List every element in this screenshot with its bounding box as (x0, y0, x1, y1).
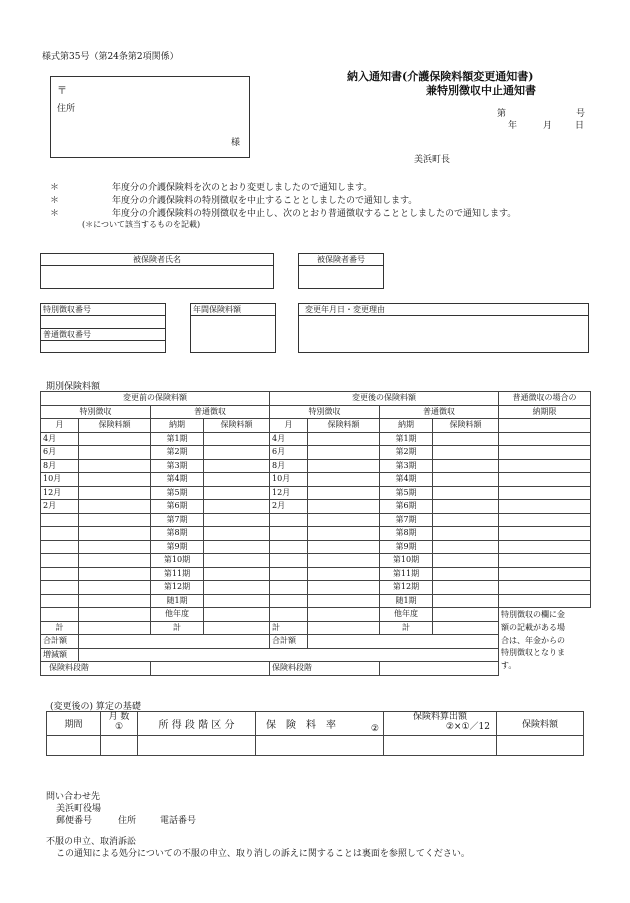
special-header: 特別徴収 (270, 405, 380, 419)
period-row (41, 540, 591, 554)
insured-name-field (40, 253, 274, 289)
premium-cell (204, 446, 270, 460)
premium-stage-label: 保険料段階 (41, 662, 151, 676)
premium-cell (204, 567, 270, 581)
deadline-header: 納期限 (499, 405, 591, 419)
premium-cell (433, 540, 499, 554)
premium-cell (204, 473, 270, 487)
month-cell (41, 513, 79, 527)
premium-cell (308, 554, 380, 568)
deadline-cell (499, 459, 591, 473)
month-cell (41, 554, 79, 568)
period-row (41, 567, 591, 581)
period-row (41, 608, 591, 622)
month-cell: 2月 (41, 500, 79, 514)
contact-address: 住所 (118, 816, 137, 826)
change-reason-label: 変更年月日・変更理由 (299, 304, 588, 316)
grand-total-label: 合計額 (41, 635, 79, 649)
premium-cell (308, 432, 380, 446)
deadline-cell (499, 473, 591, 487)
month-cell: 8月 (41, 459, 79, 473)
date-month: 月 (543, 121, 553, 131)
period-row (41, 513, 591, 527)
notice-mark: ＊ (50, 196, 60, 206)
term-cell: 第12期 (380, 581, 433, 595)
premium-header: 保険料額 (308, 419, 380, 433)
postal-mark: 〒 (57, 86, 67, 97)
deadline-cell (499, 554, 591, 568)
premium-cell (204, 594, 270, 608)
premium-header: 保険料額 (204, 419, 270, 433)
insured-number-label: 被保険者番号 (299, 254, 383, 266)
term-cell: 第6期 (151, 500, 204, 514)
premium-cell (433, 446, 499, 460)
premium-cell (433, 486, 499, 500)
deadline-header: 普通徴収の場合の (499, 392, 591, 406)
month-cell: 8月 (270, 459, 308, 473)
term-cell: 第9期 (380, 540, 433, 554)
deadline-cell (499, 540, 591, 554)
address-label: 住所 (57, 104, 76, 114)
month-cell (270, 513, 308, 527)
month-header: 月 (41, 419, 79, 433)
grand-total-label: 合計額 (270, 635, 308, 649)
notice-text: 年度分の介護保険料の特別徴収を中止することとしましたので通知します。 (112, 196, 418, 206)
month-cell (270, 608, 308, 622)
month-cell (41, 540, 79, 554)
basis-premium-header: 保険料額 (497, 712, 584, 736)
deadline-cell (499, 594, 591, 608)
month-cell (41, 608, 79, 622)
premium-cell (79, 432, 151, 446)
notice-mark: ＊ (50, 209, 60, 219)
period-row (41, 459, 591, 473)
premium-cell (204, 581, 270, 595)
notice-note: (＊について該当するものを記載) (82, 220, 201, 229)
premium-cell (79, 459, 151, 473)
term-cell: 第7期 (380, 513, 433, 527)
basis-title: (変更後の) 算定の基礎 (50, 702, 141, 712)
total-label: 計 (41, 621, 79, 635)
term-cell: 第12期 (151, 581, 204, 595)
premium-cell (79, 486, 151, 500)
premium-cell (204, 500, 270, 514)
premium-cell (204, 540, 270, 554)
total-label: 計 (151, 621, 204, 635)
insured-name-label: 被保険者氏名 (41, 254, 273, 266)
month-cell (270, 527, 308, 541)
date-year: 年 (508, 121, 518, 131)
term-cell: 随1期 (380, 594, 433, 608)
normal-header: 普通徴収 (380, 405, 499, 419)
side-note: 額の記載がある場 合は、年金からの 特別徴収となりま す。 (501, 623, 565, 670)
term-cell: 第10期 (380, 554, 433, 568)
normal-collection-label: 普通徴収番号 (41, 329, 165, 341)
deadline-cell (499, 446, 591, 460)
deadline-cell (499, 527, 591, 541)
document-title: 納入通知書(介護保険料額変更通知書) (347, 70, 534, 83)
term-cell: 第1期 (380, 432, 433, 446)
special-header: 特別徴収 (41, 405, 151, 419)
premium-cell (433, 473, 499, 487)
term-header: 納期 (380, 419, 433, 433)
premium-cell (204, 554, 270, 568)
month-cell (41, 581, 79, 595)
deadline-cell (499, 581, 591, 595)
total-label: 計 (270, 621, 308, 635)
term-cell: 第2期 (151, 446, 204, 460)
premium-cell (433, 554, 499, 568)
premium-cell (308, 581, 380, 595)
side-note-line: 特別徴収の欄に金 (501, 609, 565, 619)
premium-cell (308, 486, 380, 500)
document-subtitle: 兼特別徴収中止通知書 (426, 84, 536, 97)
premium-cell (79, 513, 151, 527)
premium-header: 保険料額 (79, 419, 151, 433)
period-row (41, 432, 591, 446)
month-cell (270, 567, 308, 581)
month-cell (41, 527, 79, 541)
premium-cell (79, 446, 151, 460)
term-cell: 第5期 (151, 486, 204, 500)
month-cell (270, 554, 308, 568)
term-cell: 第9期 (151, 540, 204, 554)
premium-cell (79, 500, 151, 514)
premium-cell (308, 513, 380, 527)
notice-text: 年度分の介護保険料を次のとおり変更しましたので通知します。 (112, 183, 373, 193)
premium-cell (308, 540, 380, 554)
premium-cell (308, 500, 380, 514)
term-cell: 随1期 (151, 594, 204, 608)
premium-cell (433, 594, 499, 608)
period-row (41, 554, 591, 568)
change-reason-field (298, 303, 589, 353)
notice-mark: ＊ (50, 183, 60, 193)
premium-cell (433, 432, 499, 446)
collection-number-field (40, 303, 166, 353)
premium-cell (308, 608, 380, 622)
premium-cell (79, 608, 151, 622)
month-cell: 10月 (41, 473, 79, 487)
premium-cell (79, 554, 151, 568)
issuer: 美浜町長 (414, 155, 451, 165)
premium-cell (79, 527, 151, 541)
premium-cell (204, 486, 270, 500)
calc-header: 保険料算出額 ②×①／12 (384, 712, 497, 736)
premium-cell (308, 459, 380, 473)
month-cell: 4月 (41, 432, 79, 446)
premium-cell (308, 594, 380, 608)
period-row (41, 446, 591, 460)
premium-cell (79, 581, 151, 595)
term-cell: 第10期 (151, 554, 204, 568)
insured-number-field (298, 253, 384, 289)
period-row (41, 500, 591, 514)
month-cell: 6月 (270, 446, 308, 460)
term-cell: 第4期 (151, 473, 204, 487)
month-cell (41, 567, 79, 581)
term-cell: 第1期 (151, 432, 204, 446)
month-cell (270, 581, 308, 595)
premium-cell (433, 500, 499, 514)
term-cell: 第3期 (151, 459, 204, 473)
premium-cell (204, 527, 270, 541)
total-label: 計 (380, 621, 433, 635)
term-cell: 第3期 (380, 459, 433, 473)
doc-no-suffix: 号 (576, 109, 586, 119)
premium-cell (79, 594, 151, 608)
income-stage-header: 所 得 段 階 区 分 (138, 712, 256, 736)
contact-office: 美浜町役場 (56, 804, 102, 814)
term-cell: 第4期 (380, 473, 433, 487)
month-cell: 6月 (41, 446, 79, 460)
premium-cell (433, 581, 499, 595)
term-cell: 第11期 (151, 567, 204, 581)
annual-premium-label: 年間保険料額 (191, 304, 275, 316)
premium-cell (433, 527, 499, 541)
term-cell: 第11期 (380, 567, 433, 581)
deadline-cell (499, 500, 591, 514)
term-cell: 他年度 (151, 608, 204, 622)
annual-premium-field (190, 303, 276, 353)
appeal-title: 不服の申立、取消訴訟 (46, 837, 137, 847)
period-row (41, 527, 591, 541)
premium-cell (204, 513, 270, 527)
deadline-cell (499, 567, 591, 581)
contact-title: 問い合わせ先 (46, 792, 101, 802)
honorific: 様 (231, 138, 241, 148)
period-premium-table (40, 391, 591, 676)
premium-cell (433, 567, 499, 581)
premium-cell (433, 608, 499, 622)
deadline-cell (499, 486, 591, 500)
term-cell: 他年度 (380, 608, 433, 622)
premium-cell (308, 567, 380, 581)
premium-cell (433, 513, 499, 527)
premium-cell (308, 473, 380, 487)
period-row (41, 486, 591, 500)
normal-header: 普通徴収 (151, 405, 270, 419)
month-header: 月 (270, 419, 308, 433)
form-number: 様式第35号（第24条第2項関係） (42, 52, 179, 62)
rate-header: 保 険 料 率 ② (256, 712, 384, 736)
month-cell: 4月 (270, 432, 308, 446)
notice-text: 年度分の介護保険料の特別徴収を中止し、次のとおり普通徴収することとしましたので通知します。 (112, 209, 517, 219)
premium-stage-label: 保険料段階 (270, 662, 380, 676)
deadline-cell (499, 432, 591, 446)
term-cell: 第6期 (380, 500, 433, 514)
term-cell: 第5期 (380, 486, 433, 500)
month-cell (270, 594, 308, 608)
premium-cell (79, 567, 151, 581)
term-header: 納期 (151, 419, 204, 433)
period-row (41, 594, 591, 608)
appeal-text: この通知による処分についての不服の申立、取り消しの訴えに関することは裏面を参照してください。 (56, 849, 470, 859)
month-cell (270, 540, 308, 554)
premium-cell (79, 473, 151, 487)
term-cell: 第8期 (151, 527, 204, 541)
month-cell: 12月 (41, 486, 79, 500)
special-collection-label: 特別徴収番号 (41, 304, 165, 316)
address-box (50, 76, 250, 158)
period-row (41, 473, 591, 487)
premium-header: 保険料額 (433, 419, 499, 433)
premium-cell (204, 459, 270, 473)
month-cell: 10月 (270, 473, 308, 487)
premium-cell (308, 446, 380, 460)
months-header: 月 数 ① (101, 712, 138, 736)
contact-phone: 電話番号 (160, 816, 197, 826)
period-header: 期間 (47, 712, 101, 736)
contact-postal: 郵便番号 (56, 816, 93, 826)
month-cell (41, 594, 79, 608)
period-row (41, 581, 591, 595)
deadline-cell (499, 513, 591, 527)
premium-cell (204, 432, 270, 446)
term-cell: 第8期 (380, 527, 433, 541)
month-cell: 12月 (270, 486, 308, 500)
premium-cell (433, 459, 499, 473)
date-day: 日 (575, 121, 585, 131)
period-table-title: 期別保険料額 (46, 382, 101, 392)
doc-no-prefix: 第 (497, 109, 507, 119)
after-header: 変更後の保険料額 (270, 392, 499, 406)
calculation-basis-table (46, 711, 584, 756)
increase-decrease-label: 増減額 (41, 648, 79, 662)
before-header: 変更前の保険料額 (41, 392, 270, 406)
month-cell: 2月 (270, 500, 308, 514)
term-cell: 第2期 (380, 446, 433, 460)
premium-cell (79, 540, 151, 554)
premium-cell (308, 527, 380, 541)
premium-cell (204, 608, 270, 622)
term-cell: 第7期 (151, 513, 204, 527)
